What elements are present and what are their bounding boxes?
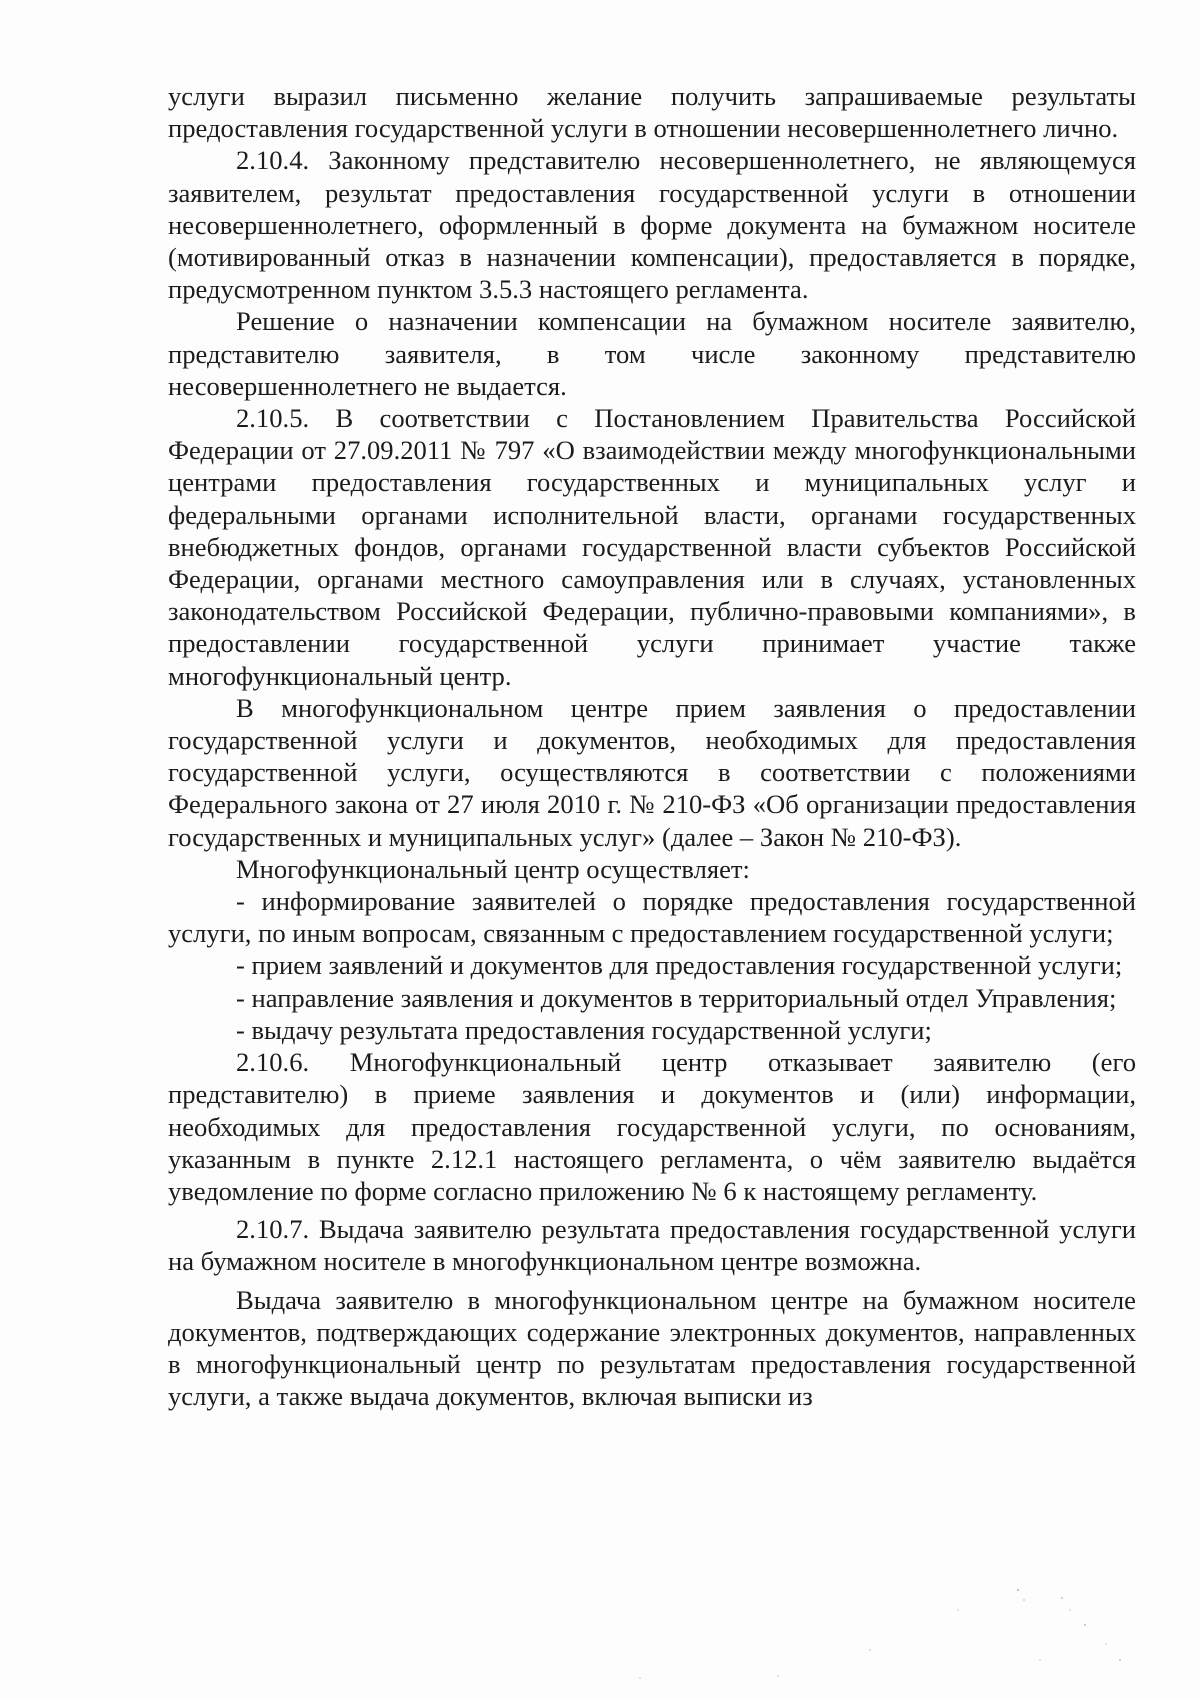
paragraph-mfc-reception: В многофункциональном центре прием заявления о предоставлении государственной услуги и документов, необходимых для предоставления государственной услуги, осуществляются в соответствии с положениями Федерального закона от 27 июля 2010 г. № 210-ФЗ «Об организации предоставления государственных и муниципальных услуг» (далее – Закон № 210-ФЗ).: [168, 692, 1136, 852]
list-item-forwarding: - направление заявления и документов в территориальный отдел Управления;: [236, 982, 1117, 1013]
paragraph-decision-not-issued: Решение о назначении компенсации на бумажном носителе заявителю, представителю заявителя, в том числе законному представителю несовершеннолетнего не выдается.: [168, 306, 1136, 401]
paragraph-2-10-6: 2.10.6. Многофункциональный центр отказывает заявителю (его представителю) в приеме заявления и документов и (или) информации, необходимых для предоставления государственной услуги, по основаниям, указанным в пункте 2.12.1 настоящего регламента, о чём заявителю выдаётся уведомление по форме согласно приложению № 6 к настоящему регламенту.: [168, 1047, 1136, 1206]
list-item-reception: - прием заявлений и документов для предоставления государственной услуги;: [236, 950, 1123, 981]
list-item-issuing: - выдачу результата предоставления государственной услуги;: [236, 1014, 932, 1045]
list-item-informing: - информирование заявителей о порядке предоставления государственной услуги, по иным вопросам, связанным с предоставлением государственной услуги;: [168, 886, 1136, 949]
paragraph-mfc-performs: Многофункциональный центр осуществляет:: [236, 853, 750, 884]
paragraph-2-10-7: 2.10.7. Выдача заявителю результата предоставления государственной услуги на бумажном носителе в многофункциональном центре возможна.: [168, 1214, 1136, 1277]
document-body: [168, 80, 1136, 1412]
paragraph-2-10-4: 2.10.4. Законному представителю несовершеннолетнего, не являющемуся заявителем, результат предоставления государственной услуги в отношении несовершеннолетнего, оформленный в форме документа на бумажном носителе (мотивированный отказ в назначении компенсации), предоставляется в порядке, предусмотренном пунктом 3.5.3 настоящего регламента.: [168, 145, 1136, 305]
paragraph-issuance: Выдача заявителю в многофункциональном центре на бумажном носителе документов, подтверждающих содержание электронных документов, направленных в многофункциональный центр по результатам предоставления государственной услуги, а также выдача документов, включая выписки из: [168, 1284, 1136, 1412]
paragraph-2-10-5: 2.10.5. В соответствии с Постановлением Правительства Российской Федерации от 27.09.2011 № 797 «О взаимодействии между многофункциональными центрами предоставления государственных и муниципальных услуг и федеральными органами исполнительной власти, органами государственных внебюджетных фондов, органами государственной власти субъектов Российской Федерации, органами местного самоуправления или в случаях, установленных законодательством Российской Федерации, публично-правовыми компаниями», в предоставлении государственной услуги принимает участие также многофункциональный центр.: [168, 403, 1136, 691]
paragraph-continuation: услуги выразил письменно желание получить запрашиваемые результаты предоставления государственной услуги в отношении несовершеннолетнего лично.: [168, 81, 1136, 144]
